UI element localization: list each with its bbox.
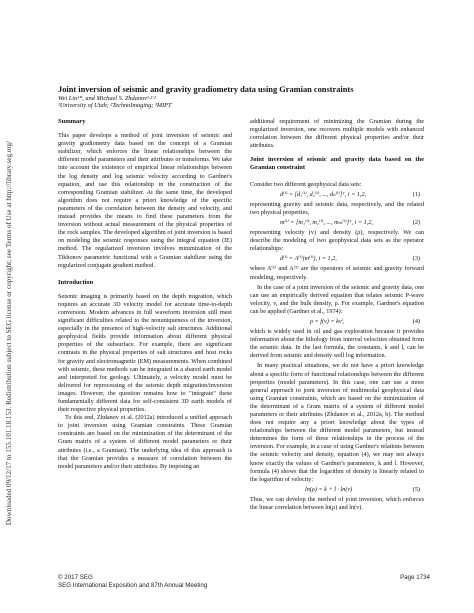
equation-3-number: (3) bbox=[412, 255, 420, 263]
paragraph-gramian-approach: In many practical situations, we do not have a priori knowledge about a specific form of functional relationships between the different properties (model parameters). In this case, one can use a more general approach to joint inversion of multimodal geophysical data using Gramian constraints, which are based on the minimization of the determinant of a Gram matrix of a system of different model parameters or their attributes (Zhdanov et al., 2012a, b). The method does not require any a priori knowledge about the types of relationships between the different model parameters, but instead determines the form of these relationships in the process of the inversion. For example, in a case of using Gardner's relations between the seismic velocity and density, equation (4), we may not always know exactly the values of Gardner's parameters, k and l. However, formula (4) shows that the logarithm of density is linearly related to the logarithm of velocity: bbox=[250, 362, 424, 483]
equation-2 bbox=[250, 219, 424, 227]
paragraph-linear-correlation: Thus, we can develop the method of joint inversion, which enforces the linear correlation between ln(ρ) and ln(v). bbox=[250, 495, 424, 512]
continuation-paragraph: additional requirement of minimizing the Gramian during the regularized inversion, one recovers multiple models with enhanced correlation between the different physical properties and/or their attributes. bbox=[250, 118, 424, 150]
download-notice-sidebar bbox=[2, 60, 16, 605]
summary-paragraph: This paper develops a method of joint inversion of seismic and gravity gradiometry data based on the concept of a Gramian stabilizer, which enforces the linear relationships between the different model parameters and their attributes or transforms. We take into account the existence of empirical linear relationships between the log density and log seismic velocity according to Gardner's equation, and use this relationship in the construction of the corresponding Gramian stabilizer. At the same time, the developed algorithm does not require a priori knowledge of the specific parameters of the correlation between the density and velocity, and instead provides the means to find these parameters from the inversion without actual measurement of the physical properties of the rock samples. The developed algorithm of joint inversion is based on modeling the seismic responses using the integral equation (IE) method. The regularized inversion involves minimization of the Tikhonov parametric functional with a Gramian stabilizer using the regularized conjugate gradient method. bbox=[58, 132, 232, 269]
equation-4 bbox=[250, 318, 424, 326]
paper-title: Joint inversion of seismic and gravity gradiometry data using Gramian constraints bbox=[58, 85, 354, 94]
right-column bbox=[250, 118, 424, 518]
equation-4-number: (4) bbox=[412, 317, 420, 325]
paper-affiliations: ¹University of Utah; ²TechnoImaging; ³MIPT bbox=[58, 102, 172, 109]
section-heading: Joint inversion of seismic and gravity data based on the Gramian constraint bbox=[250, 156, 424, 172]
equation-4-expression: ρ = f(v) = kvˡ, bbox=[310, 317, 344, 325]
left-column bbox=[58, 118, 232, 477]
paragraph-lithology: which is widely used in oil and gas exploration because it provides information about the lithology from interval velocities obtained from the seismic data. In the last formula, the constants, k and l, can be derived from seismic and density well log information. bbox=[250, 328, 424, 360]
paragraph-operator-relationships: representing velocity (v) and density (ρ), respectively. We can describe the modeling of two geophysical data sets as the operator relationships: bbox=[250, 229, 424, 253]
equation-1-expression: d⁽ⁱ⁾ = [d₁⁽ⁱ⁾, d₂⁽ⁱ⁾, ..., dₙ⁽ⁱ⁾]ᵀ, i = 1,2, bbox=[280, 190, 367, 198]
equation-5-number: (5) bbox=[412, 485, 420, 493]
introduction-paragraph-1: Seismic imaging is primarily based on the depth migration, which requires an accurate 3D velocity model for accurate time-to-depth conversion. Modern advances in full waveform inversion still meet significant difficulties related to the nonuniqueness of the inversion, especially in the presence of high-velocity salt structures. Additional geophysical fields provide information about different physical properties of the subsurface. For example, there are significant contrasts in the physical properties of salt structures and host rocks for gravity and electromagnetic (EM) measurements. When combined with seismic, these methods can be integrated in a shared earth model and interpreted for geology. Ultimately, a velocity model must be delivered for reprocessing of the seismic depth migration/inversion images. However, the question remains how to "integrate" these fundamentally different data for self-consistent 3D earth models of their respective physical properties. bbox=[58, 292, 232, 414]
equation-5-expression: ln(ρ) = k + l · ln(v) bbox=[305, 485, 353, 493]
footer-copyright: © 2017 SEG bbox=[58, 574, 93, 581]
introduction-paragraph-2: To this end, Zhdanov et al. (2012a) introduced a unified approach to joint inversion using Gramian constraints. These Gramian constraints are based on the minimization of the determinant of the Gram matrix of a system of different model parameters or their attributes (i.e., a Gramian). The underlying idea of this approach is that the Gramian provides a measure of correlation between the model parameters and/or their attributes. By imposing an bbox=[58, 414, 232, 470]
paragraph-physical-properties: representing gravity and seismic data, respectively, and the related two physical properties, bbox=[250, 200, 424, 216]
equation-5 bbox=[250, 486, 424, 494]
paragraph-data-sets: Consider two different geophysical data sets: bbox=[250, 180, 362, 188]
equation-2-expression: m⁽ⁱ⁾ = [m₁⁽ⁱ⁾, m₂⁽ⁱ⁾, ..., mₘ⁽ⁱ⁾]ᵀ, i = 1,2, bbox=[280, 218, 373, 226]
equation-2-number: (2) bbox=[412, 218, 420, 226]
paragraph-gardner: In the case of a joint inversion of the seismic and gravity data, one can use an empirically derived equation that relates seismic P-wave velocity, v, and the bulk density, ρ. For example, Gardner's equation can be applied (Gardner et al., 1974): bbox=[250, 283, 424, 315]
equation-3 bbox=[250, 255, 424, 263]
paragraph-operators: where A⁽¹⁾ and A⁽²⁾ are the operators of seismic and gravity forward modeling, respectively. bbox=[250, 265, 424, 281]
summary-heading: Summary bbox=[58, 118, 86, 125]
paper-authors: Wei Lin¹*, and Michael S. Zhdanov¹·²·³ bbox=[58, 95, 156, 102]
page-number: Page 1734 bbox=[400, 574, 430, 581]
download-notice-text: Downloaded 09/12/17 to 155.101.18.153. Redistribution subject to SEG license or copyright; see Terms of Use at http://library.seg.org/ bbox=[5, 140, 13, 525]
equation-1 bbox=[250, 191, 424, 199]
introduction-heading: Introduction bbox=[58, 278, 94, 286]
footer bbox=[58, 574, 207, 590]
footer-meeting: SEG International Exposition and 87th Annual Meeting bbox=[58, 582, 208, 589]
equation-1-number: (1) bbox=[412, 190, 420, 198]
equation-3-expression: d⁽ⁱ⁾ = A⁽ⁱ⁾(m⁽ⁱ⁾), i = 1,2, bbox=[280, 255, 337, 263]
